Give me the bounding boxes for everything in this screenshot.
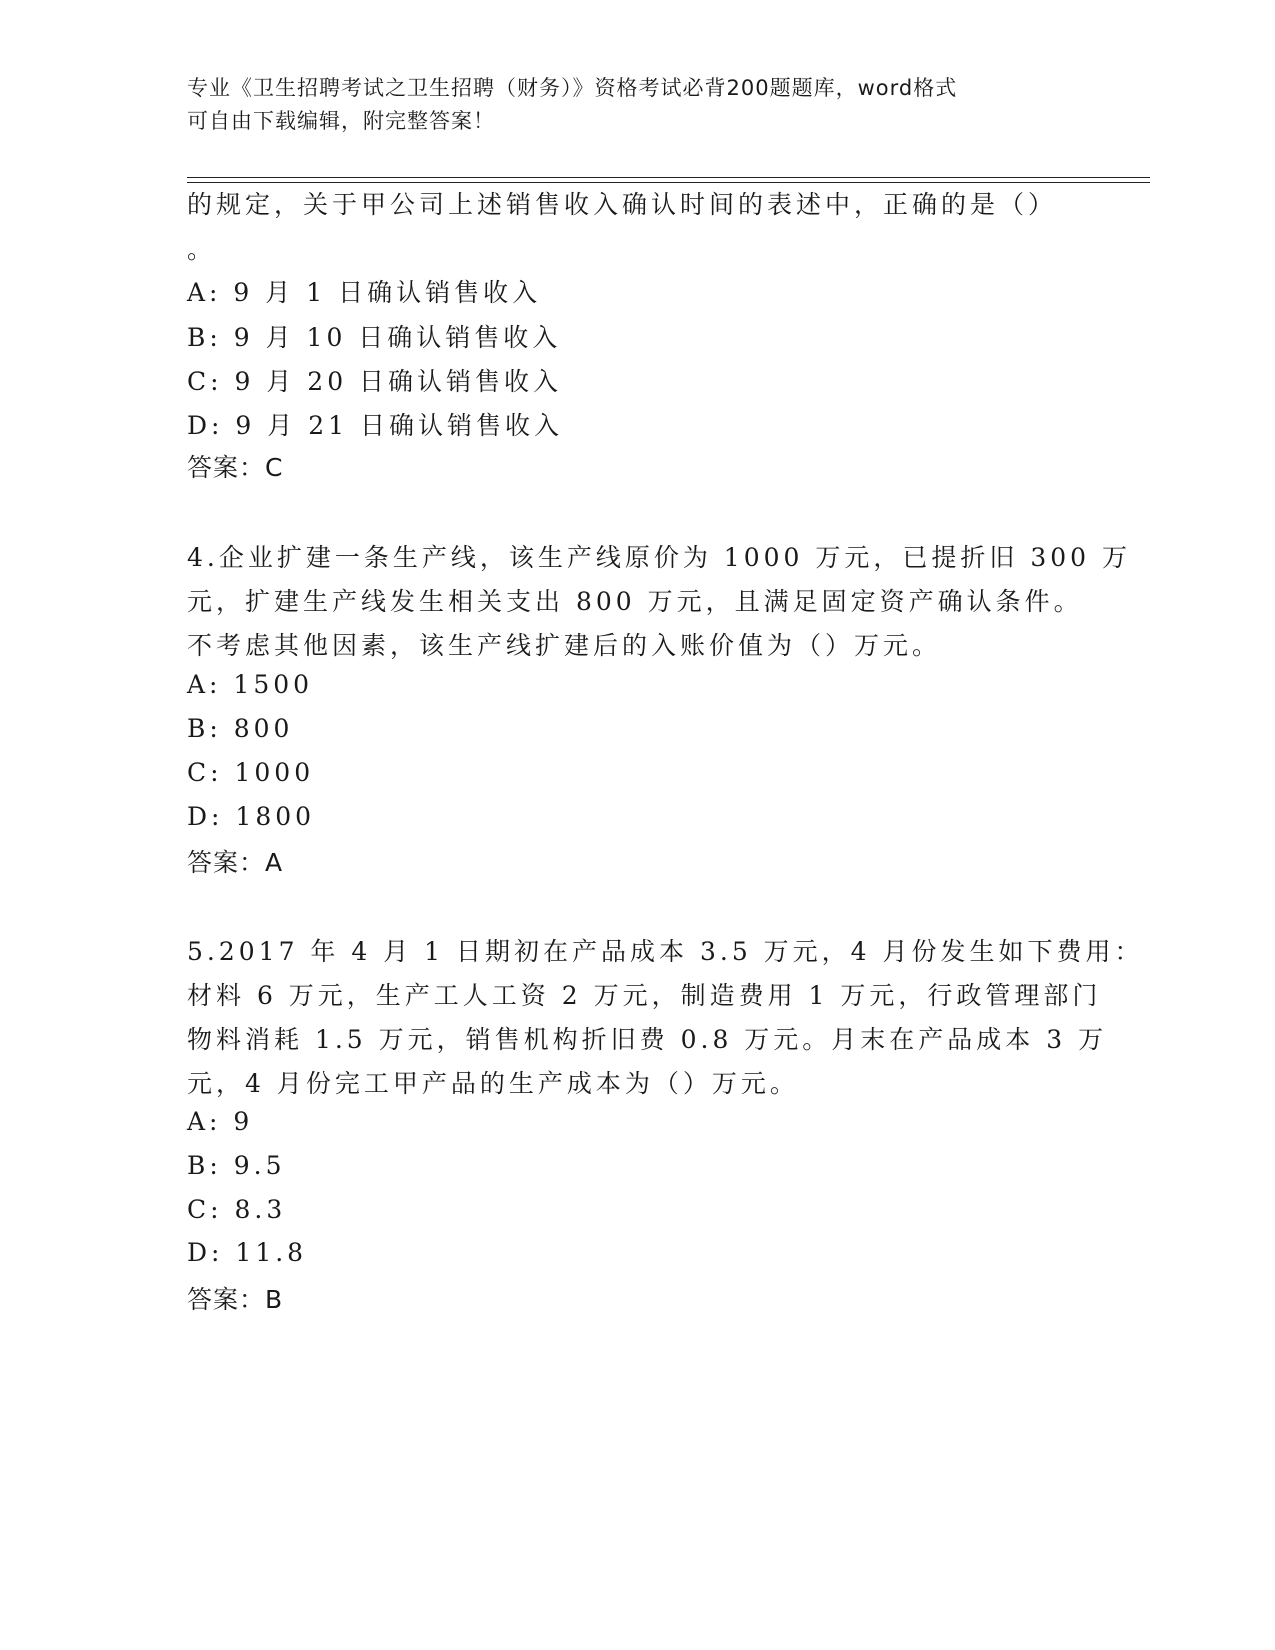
question-4-option-d: D: 1800 xyxy=(187,802,316,831)
question-3-stem-line-2: 。 xyxy=(187,235,217,264)
question-4-option-b: B: 800 xyxy=(187,714,294,743)
question-5-stem-line-4: 元，4 月份完工甲产品的生产成本为（）万元。 xyxy=(187,1069,799,1098)
question-3-option-a: A: 9 月 1 日确认销售收入 xyxy=(187,278,542,307)
question-5-stem-line-3: 物料消耗 1.5 万元，销售机构折旧费 0.8 万元。月末在产品成本 3 万 xyxy=(187,1025,1108,1054)
question-3-option-d: D: 9 月 21 日确认销售收入 xyxy=(187,411,563,440)
question-3-answer: 答案：C xyxy=(187,453,284,482)
question-4-stem-line-1: 4.企业扩建一条生产线，该生产线原价为 1000 万元，已提折旧 300 万 xyxy=(187,543,1131,572)
header-divider-bottom xyxy=(187,182,1150,183)
question-4-answer: 答案：A xyxy=(187,848,284,877)
question-3-option-c: C: 9 月 20 日确认销售收入 xyxy=(187,367,563,396)
header-title-line-1: 专业《卫生招聘考试之卫生招聘（财务）》资格考试必背200题题库，word格式 xyxy=(187,76,958,100)
question-5-stem-line-1: 5.2017 年 4 月 1 日期初在产品成本 3.5 万元，4 月份发生如下费用： xyxy=(187,937,1144,966)
question-5-option-a: A: 9 xyxy=(187,1107,254,1136)
document-header xyxy=(187,72,1067,138)
question-4-option-c: C: 1000 xyxy=(187,758,315,787)
question-5-option-c: C: 8.3 xyxy=(187,1195,287,1224)
question-4-option-a: A: 1500 xyxy=(187,670,314,699)
question-5-option-d: D: 11.8 xyxy=(187,1238,308,1267)
question-3-option-b: B: 9 月 10 日确认销售收入 xyxy=(187,323,562,352)
question-4-stem-line-2: 元，扩建生产线发生相关支出 800 万元，且满足固定资产确认条件。 xyxy=(187,587,1083,616)
question-5-answer: 答案：B xyxy=(187,1285,284,1314)
header-divider-top xyxy=(187,177,1150,178)
header-title-line-2: 可自由下载编辑，附完整答案！ xyxy=(187,109,495,133)
question-4-stem-line-3: 不考虑其他因素，该生产线扩建后的入账价值为（）万元。 xyxy=(187,631,942,660)
question-5-stem-line-2: 材料 6 万元，生产工人工资 2 万元，制造费用 1 万元，行政管理部门 xyxy=(187,981,1102,1010)
question-5-option-b: B: 9.5 xyxy=(187,1151,286,1180)
question-3-stem-line-1: 的规定，关于甲公司上述销售收入确认时间的表述中，正确的是（） xyxy=(187,190,1058,219)
